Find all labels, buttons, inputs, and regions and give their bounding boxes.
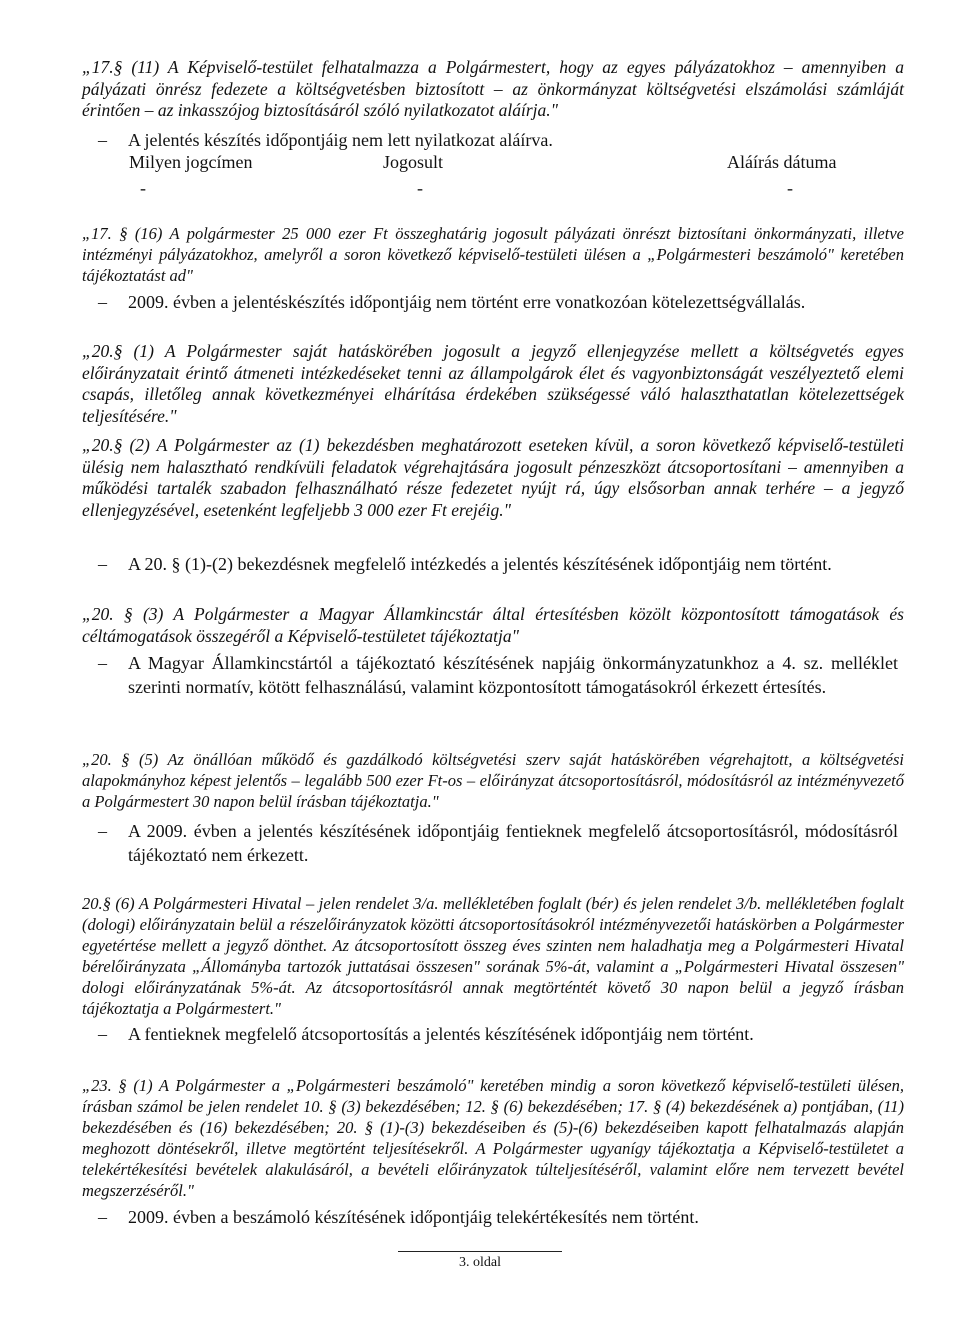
footer-divider: [398, 1251, 562, 1252]
dash-marker: –: [98, 1024, 107, 1044]
response-item: [98, 553, 898, 577]
response-item: [98, 1023, 898, 1047]
table-header-legal-basis: Milyen jogcímen: [129, 152, 253, 172]
quoted-paragraph: „17. § (16) A polgármester 25 000 ezer Ft összeghatárig jogosult pályázati önrészt biztosítani önkormányzati, illetve intézményi pályázatokhoz, amelyről a soron következő képviselő-testületi ülésen a „Polgármesteri beszámoló" keretében tájékoztatást ad": [82, 224, 904, 285]
response-item: [98, 652, 898, 699]
table-cell-legal-basis: -: [140, 178, 146, 198]
dash-marker: –: [98, 653, 107, 673]
response-text: 2009. évben a jelentéskészítés időpontjáig nem történt erre vonatkozóan kötelezettségvállalás.: [128, 292, 806, 312]
quoted-paragraph: 20.§ (6) A Polgármesteri Hivatal – jelen rendelet 3/a. mellékletében foglalt (bér) és jelen rendelet 3/b. mellékletében foglalt (dologi) előirányzatain belül a részelőirányzatok közötti átcsoportosításokról intézményvezetői hatáskörben a Polgármester egyetértése mellett a jegyző dönthet. Az átcsoportosított összeg éves szinten nem haladhatja meg a Polgármesteri Hivatal bérelőirányzata „Állományba tartozók juttatásai összesen" sorának 5%-át, valamint a „Polgármesteri Hivatal összesen" dologi előirányzatának 5%-át. Az átcsoportosításról annak megtörténtét követő 30 napon belül a jegyző írásban tájékoztatja a Polgármestert.": [82, 894, 904, 1018]
quoted-paragraph: „23. § (1) A Polgármester a „Polgármesteri beszámoló" keretében mindig a soron következő képviselő-testületi ülésen, írásban számol be jelen rendelet 10. § (3) bekezdésében; 12. § (6) bekezdésében; 17. § (4) bekezdésének a) pontjában, (11) bekezdésében és (16) bekezdésében; 20. § (1)-(3) bekezdéseiben és (5)-(6) bekezdéseiben kapott felhatalmazás alapján meghozott döntésekről, illetve megtörtént teljesítésekről. A Polgármester ugyanígy tájékoztatja a Képviselő-testületet a telekértékesítési bevételek alakulásáról, a bevételi előirányzatok túlteljesítéséről, valamint előre nem tervezett bevétel megszerzéséről.": [82, 1076, 904, 1200]
quoted-paragraph: „20.§ (1) A Polgármester saját hatáskörében jogosult a jegyző ellenjegyzése mellett a költségvetés egyes előirányzatait érintő átmeneti intézkedéseket tenni az állampolgárok élet és vagyonbiztonságát veszélyeztető elemi csapás, illetőleg annak következményei elhárítása érdekében szükségessé váló halaszthatatlan kötelezettségek teljesítésére.": [82, 341, 904, 426]
page-number: 3. oldal: [459, 1255, 501, 1270]
response-text: A 2009. évben a jelentés készítésének időpontjáig fentieknek megfelelő átcsoportosításról, módosításról tájékoztató nem érkezett.: [128, 821, 898, 865]
response-text: A fentieknek megfelelő átcsoportosítás a jelentés készítésének időpontjáig nem történt.: [128, 1024, 754, 1044]
response-item: [98, 820, 898, 867]
response-text: A 20. § (1)-(2) bekezdésnek megfelelő intézkedés a jelentés készítésének időpontjáig nem történt.: [128, 554, 832, 574]
dash-marker: –: [98, 821, 107, 841]
dash-marker: –: [98, 1207, 107, 1227]
table-header-signature-date: Aláírás dátuma: [727, 152, 837, 172]
response-item: [98, 1206, 898, 1230]
quoted-paragraph: „17.§ (11) A Képviselő-testület felhatalmazza a Polgármestert, hogy az egyes pályázatokhoz – amennyiben a pályázati önrész fedezete a költségvetésben biztosított – az önkormányzat költségvetési elszámolási számláját érintően – az inkasszójog biztosításáról szóló nyilatkozatot aláírja.": [82, 57, 904, 120]
table-cell-entitled: -: [417, 178, 423, 198]
table-cell-signature-date: -: [787, 178, 793, 198]
response-item: [98, 129, 898, 153]
dash-marker: –: [98, 130, 107, 150]
response-text: A Magyar Államkincstártól a tájékoztató készítésének napjáig önkormányzatunkhoz a 4. sz. melléklet szerinti normatív, kötött felhasználású, valamint központosított támogatásokról érkezett értesítés.: [128, 653, 898, 697]
response-text: A jelentés készítés időpontjáig nem lett nyilatkozat aláírva.: [128, 130, 553, 150]
quoted-paragraph: „20. § (5) Az önállóan működő és gazdálkodó költségvetési szerv saját hatáskörében végrehajtott, a költségvetési alapokmányhoz képest jelentős – legalább 500 ezer Ft-os – előirányzat átcsoportosításról, módosításról az intézményvezető a Polgármestert 30 napon belül írásban tájékoztatja.": [82, 750, 904, 811]
response-text: 2009. évben a beszámoló készítésének időpontjáig telekértékesítés nem történt.: [128, 1207, 699, 1227]
dash-marker: –: [98, 554, 107, 574]
response-item: [98, 291, 898, 315]
dash-marker: –: [98, 292, 107, 312]
table-header-entitled: Jogosult: [383, 152, 444, 172]
quoted-paragraph: „20.§ (2) A Polgármester az (1) bekezdésben meghatározott eseteken kívül, a soron következő képviselő-testületi ülésig nem halasztható rendkívüli feladatok végrehajtására jogosult pénzeszközt átcsoportosítani – amennyiben a működési tartalék szabadon felhasználható része fedezetet nyújt rá, úgy elsősorban annak terhére – a jegyző ellenjegyzésével, esetenként legfeljebb 3 000 ezer Ft erejéig.": [82, 435, 904, 520]
quoted-paragraph: „20. § (3) A Polgármester a Magyar Államkincstár által értesítésben közölt központosított támogatások és céltámogatások összegéről a Képviselő-testületet tájékoztatja": [82, 604, 904, 646]
